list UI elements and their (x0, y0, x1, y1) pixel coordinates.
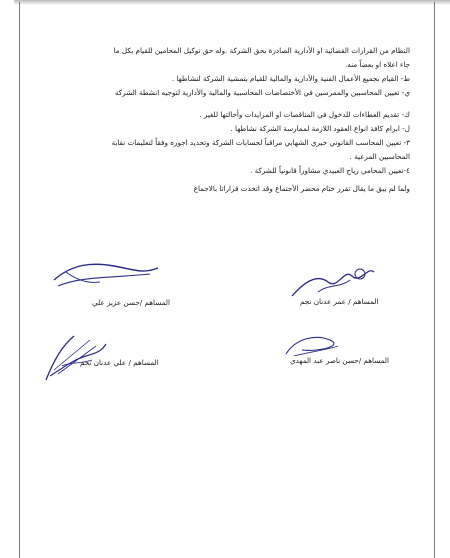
clause-item: ي- تعيين المحاسبين والممرسين في الأختصاصات المحاسبية والمالية والأدارية لتوجيه انشطة الشركة (114, 88, 410, 97)
closing-statement: ولما لم يبق ما يقال تقرر ختام محضر الأجتماع وقد اتخذت قراراتا بالاجماع (193, 184, 410, 193)
right-border-line (434, 2, 435, 558)
clause-item: ل- ابرام كافة انواع العقود اللازمة لممارسة الشركة نشاطها . (230, 124, 410, 133)
signatory-label: المساهم /حسن ناصر عبد المهدي (290, 356, 389, 365)
page-top-edge (14, 0, 450, 5)
handwritten-signature (288, 262, 378, 302)
paragraph-line: جاء اعلاه او بعضاً منه. (344, 60, 410, 69)
paragraph-line: المحاسبين المرعية . (349, 152, 410, 161)
signatory-label: المساهم /حسن عزيز علي (92, 298, 170, 307)
signatory-label: المساهم / علي عدنان نجم (80, 358, 159, 367)
document-body (30, 44, 410, 196)
clause-item: ك- تقديم العطاءات للدخول في المناقصات او المزايدات وأحالتها للغير . (199, 110, 410, 119)
handwritten-signature (52, 258, 162, 298)
signatory-label: المساهم / عمر عدنان نجم (300, 297, 379, 306)
left-border-line (19, 2, 20, 558)
clause-item: ط- القيام بجميع الأعمال الفنية والأدارية والمالية للقيام بتمشية الشركة لنشاطها . (171, 74, 410, 83)
resolution-item: ٣- تعيين المحاسب القانوني خيري الشهابي مراقباً لحسابات الشركة وتحديد اجوره وفقاً لتعليمات نقابة (111, 138, 410, 147)
paragraph-line: النظام من القرارات القضائية او الأدارية الصادرة بحق الشركة .وله حق توكيل المحامين للقيام بكل ما (113, 46, 410, 55)
resolution-item: ٤-تعيين المحامي رياح العبيدي مشاوراً قانونياً للشركة . (249, 166, 410, 175)
